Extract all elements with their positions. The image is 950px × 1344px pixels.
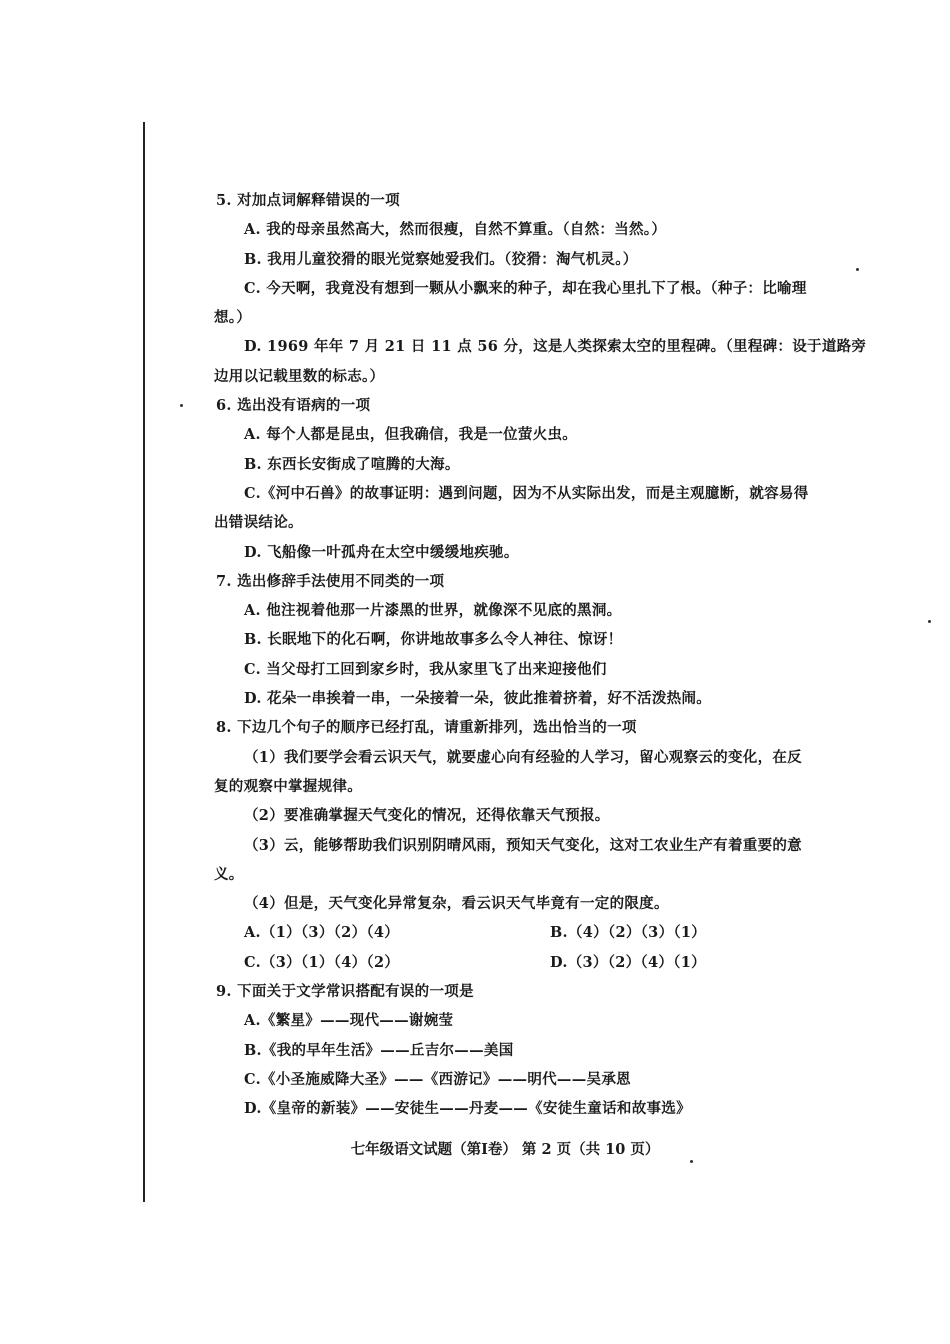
scan-speck (690, 1160, 693, 1163)
question-5-option-b: B. 我用儿童狡猾的眼光觉察她爱我们。（狡猾：淘气机灵。） (244, 250, 638, 268)
question-8-sentence-3: （3）云，能够帮助我们识别阴晴风雨，预知天气变化，这对工农业生产有着重要的意 (244, 836, 802, 854)
question-8-stem: 8. 下边几个句子的顺序已经打乱，请重新排列，选出恰当的一项 (216, 719, 637, 737)
question-7-option-a: A. 他注视着他那一片漆黑的世界，就像深不见底的黑洞。 (244, 602, 622, 620)
question-5-stem: 5. 对加点词解释错误的一项 (216, 192, 400, 209)
question-6-option-c-cont: 出错误结论。 (214, 514, 303, 532)
question-8-option-b: B.（4）（2）（3）（1） (550, 924, 707, 942)
binding-margin-line (143, 122, 145, 1202)
scan-speck (180, 404, 183, 407)
question-8-option-d: D.（3）（2）（4）（1） (550, 953, 706, 971)
exam-content (214, 186, 867, 1124)
question-8-sentence-2: （2）要准确掌握天气变化的情况，还得依靠天气预报。 (244, 807, 610, 825)
question-7-option-d: D. 花朵一串挨着一串，一朵接着一朵，彼此推着挤着，好不活泼热闹。 (244, 690, 712, 708)
question-8-sentence-4: （4）但是，天气变化异常复杂，看云识天气毕竟有一定的限度。 (244, 895, 669, 913)
question-8-sentence-1: （1）我们要学会看云识天气，就要虚心向有经验的人学习，留心观察云的变化，在反 (244, 748, 802, 766)
question-9-option-b: B.《我的早年生活》——丘吉尔——美国 (244, 1041, 514, 1059)
question-6-option-c: C.《河中石兽》的故事证明：遇到问题，因为不从实际出发，而是主观臆断，就容易得 (244, 484, 809, 502)
question-6-option-b: B. 东西长安街成了喧腾的大海。 (244, 455, 460, 473)
question-6-option-d: D. 飞船像一叶孤舟在太空中缓缓地疾驰。 (244, 543, 519, 561)
question-8-sentence-1-cont: 复的观察中掌握规律。 (214, 777, 362, 795)
question-7-stem: 7. 选出修辞手法使用不同类的一项 (216, 572, 445, 590)
question-8-options-cd (216, 948, 836, 977)
scan-speck (928, 620, 931, 623)
question-7-option-b: B. 长眠地下的化石啊，你讲地故事多么令人神往、惊讶！ (244, 631, 623, 649)
question-8-option-c: C.（3）（1）（4）（2） (244, 953, 400, 971)
question-9-option-a: A.《繁星》——现代——谢婉莹 (244, 1012, 454, 1030)
question-5-option-c-cont: 想。） (214, 309, 252, 327)
question-8-option-a: A.（1）（3）（2）（4） (244, 924, 400, 942)
question-9-option-d: D.《皇帝的新装》——安徒生——丹麦——《安徒生童话和故事选》 (244, 1100, 691, 1118)
question-5-option-d-cont: 边用以记载里数的标志。） (214, 367, 385, 385)
page-footer: 七年级语文试题（第Ⅰ卷） 第 2 页（共 10 页） (350, 1141, 660, 1158)
question-5-option-d: D. 1969 年年 7 月 21 日 11 点 56 分，这是人类探索太空的里程碑。（里程碑：设于道路旁 (244, 338, 867, 356)
question-9-stem: 9. 下面关于文学常识搭配有误的一项是 (216, 983, 474, 1001)
question-9-option-c: C.《小圣施威降大圣》——《西游记》——明代——吴承恩 (244, 1070, 631, 1088)
question-8-options-ab (216, 918, 836, 947)
question-7-option-c: C. 当父母打工回到家乡时，我从家里飞了出来迎接他们 (244, 660, 607, 678)
question-8-sentence-3-cont: 义。 (214, 865, 244, 883)
question-5-option-a: A. 我的母亲虽然高大，然而很瘦，自然不算重。（自然：当然。） (244, 221, 667, 239)
question-6-option-a: A. 每个人都是昆虫，但我确信，我是一位萤火虫。 (244, 426, 578, 444)
question-6-stem: 6. 选出没有语病的一项 (216, 397, 371, 415)
scan-speck (856, 268, 859, 271)
question-5-option-c: C. 今天啊，我竟没有想到一颗从小飘来的种子，却在我心里扎下了根。（种子：比喻理 (244, 279, 807, 297)
